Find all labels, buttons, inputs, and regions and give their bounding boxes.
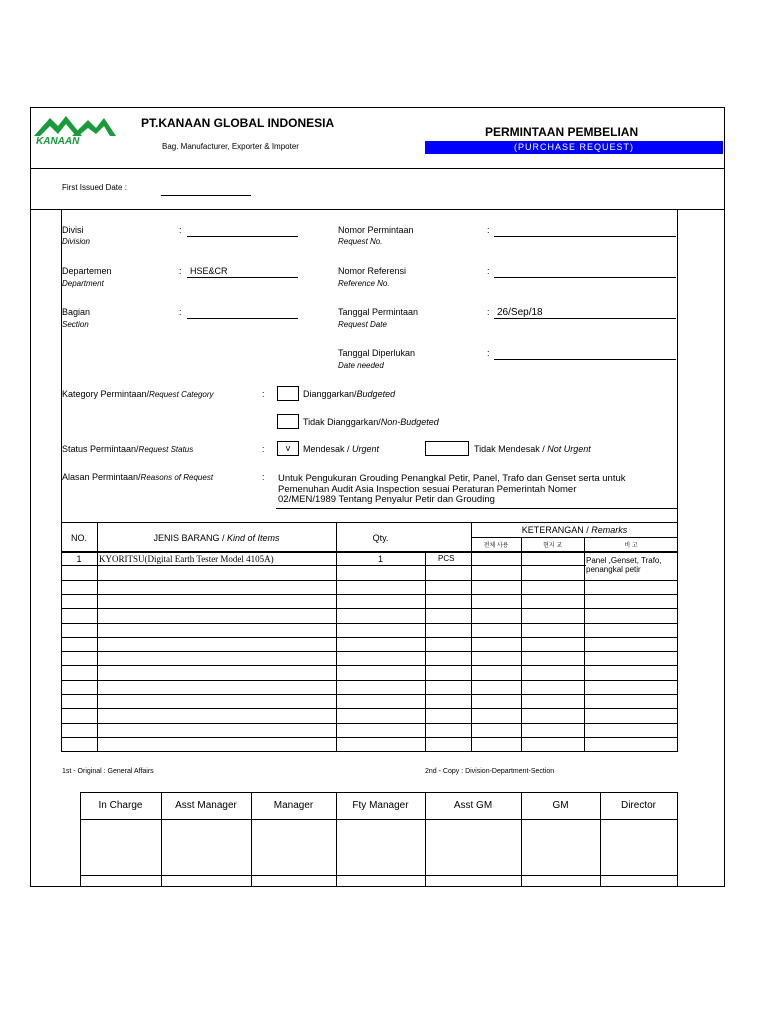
- tanggal-permintaan-value: 26/Sep/18: [497, 307, 543, 318]
- table-header-bottom: [61, 551, 678, 553]
- table-row-line: [61, 723, 678, 724]
- non-budgeted-italic: Non-Budgeted: [380, 417, 439, 427]
- table-row-line: [61, 637, 678, 638]
- row-1-no: 1: [76, 554, 82, 564]
- budgeted-label: [303, 389, 395, 399]
- tanggal-permintaan-label: Tanggal Permintaan: [338, 307, 419, 317]
- company-logo: [32, 112, 118, 146]
- signature-box[interactable]: [522, 820, 599, 874]
- sig-bottom-inner: [80, 875, 677, 876]
- col-line-r2: [584, 537, 585, 751]
- header-no: NO.: [70, 533, 87, 543]
- row-1-qty: 1: [377, 554, 383, 564]
- not-urgent-text: Tidak Mendesak /: [474, 444, 548, 454]
- not-urgent-italic: Not Urgent: [547, 444, 591, 454]
- inner-right-border: [677, 209, 678, 751]
- nomor-referensi-input[interactable]: [494, 277, 676, 278]
- signature-box[interactable]: [252, 820, 335, 874]
- signature-label: Fty Manager: [352, 800, 409, 811]
- signature-box[interactable]: [426, 820, 520, 874]
- non-budgeted-text: Tidak Dianggarkan/: [303, 417, 381, 427]
- signature-label: GM: [552, 800, 569, 811]
- category-label-text: Kategory Permintaan/: [62, 389, 150, 399]
- table-top: [61, 522, 678, 523]
- kanaan-logo-icon: [32, 112, 118, 146]
- header-remarks-italic: Remarks: [591, 525, 628, 535]
- tanggal-permintaan-sublabel: Request Date: [338, 320, 387, 329]
- category-colon: :: [262, 389, 265, 399]
- signature-box[interactable]: [601, 820, 676, 874]
- signature-label: Manager: [273, 800, 314, 811]
- table-row-line: [61, 580, 678, 581]
- bagian-colon: :: [179, 307, 182, 317]
- table-row-line: [61, 594, 678, 595]
- table-row-line: [61, 608, 678, 609]
- header-qty: Qty.: [372, 533, 389, 543]
- nomor-permintaan-input[interactable]: [494, 236, 676, 237]
- reason-line-2: Pemenuhan Audit Asia Inspection sesuai Peraturan Pemerintah Nomer: [278, 483, 577, 495]
- sig-col-line: [677, 792, 678, 887]
- remarks-sub-line: [471, 537, 678, 538]
- category-label: [62, 389, 214, 399]
- non-budgeted-label: [303, 417, 439, 427]
- urgent-checkbox[interactable]: [277, 441, 299, 456]
- status-label-italic: Request Status: [138, 445, 194, 454]
- header-remarks-sub3: 비 고: [624, 543, 638, 549]
- bagian-label: Bagian: [62, 307, 91, 317]
- header-item-italic: Kind of Items: [227, 533, 280, 543]
- tanggal-permintaan-colon: :: [487, 307, 490, 317]
- tanggal-permintaan-input[interactable]: [494, 318, 676, 319]
- logo-text: KANAAN: [36, 136, 80, 146]
- table-row-line: [61, 737, 678, 738]
- table-row-line: [61, 694, 678, 695]
- header-remarks-text: KETERANGAN /: [521, 525, 592, 535]
- row-1-item: KYORITSU(Digital Earth Tester Model 4105A): [99, 554, 274, 564]
- urgent-text: Mendesak /: [303, 444, 353, 454]
- header-divider: [30, 168, 725, 169]
- budgeted-text: Dianggarkan/: [303, 389, 357, 399]
- table-row-line: [61, 623, 678, 624]
- nomor-permintaan-label: Nomor Permintaan: [338, 225, 414, 235]
- nomor-referensi-label: Nomor Referensi: [338, 266, 407, 276]
- copy-first: 1st - Original : General Affairs: [62, 768, 154, 775]
- tanggal-diperlukan-input[interactable]: [494, 359, 676, 360]
- reason-underline: [276, 508, 677, 509]
- sig-top: [80, 792, 677, 793]
- col-line-r1: [521, 537, 522, 751]
- non-budgeted-checkbox[interactable]: [277, 414, 299, 429]
- reason-colon: :: [262, 472, 265, 482]
- status-colon: :: [262, 444, 265, 454]
- departemen-value: HSE&CR: [190, 266, 228, 276]
- departemen-colon: :: [179, 266, 182, 276]
- header-item: [97, 533, 336, 543]
- urgent-label: [303, 444, 379, 454]
- first-issued-label: First Issued Date :: [62, 183, 127, 192]
- budgeted-checkbox[interactable]: [277, 386, 299, 401]
- tanggal-diperlukan-sublabel: Date needed: [338, 361, 384, 370]
- table-row-line: [61, 708, 678, 709]
- departemen-label: Departemen: [62, 266, 112, 276]
- divisi-input[interactable]: [187, 236, 298, 237]
- reason-label-italic: Reasons of Request: [140, 473, 214, 482]
- table-row-line: [61, 565, 586, 566]
- bagian-sublabel: Section: [62, 320, 89, 329]
- status-label: [62, 444, 193, 454]
- signature-box[interactable]: [337, 820, 424, 874]
- header-remarks: [471, 525, 678, 535]
- departemen-input[interactable]: [187, 277, 298, 278]
- tanggal-diperlukan-label: Tanggal Diperlukan: [338, 348, 416, 358]
- signature-box[interactable]: [81, 820, 160, 874]
- company-name: PT.KANAAN GLOBAL INDONESIA: [141, 116, 335, 130]
- table-row-line: [61, 751, 678, 752]
- category-label-italic: Request Category: [149, 390, 214, 399]
- header-remarks-sub1: 전체 사용: [483, 543, 509, 549]
- signature-label: Director: [620, 800, 656, 811]
- table-row-line: [61, 665, 678, 666]
- copy-second: 2nd - Copy : Division-Department-Section: [425, 768, 555, 775]
- section-divider: [30, 209, 725, 210]
- signature-label: Asst Manager: [175, 800, 237, 811]
- header-remarks-sub2: 현지 교: [542, 543, 563, 549]
- not-urgent-label: [474, 444, 591, 454]
- reason-line-1: Untuk Pengukuran Grouding Penangkal Petir, Panel, Trafo dan Genset serta untuk: [278, 473, 626, 484]
- nomor-permintaan-sublabel: Request No.: [338, 237, 383, 246]
- nomor-referensi-colon: :: [487, 266, 490, 276]
- first-issued-field[interactable]: [161, 195, 251, 196]
- bagian-input[interactable]: [187, 318, 298, 319]
- row-1-remark: Panel ,Genset, Trafo, penangkal petir: [586, 556, 662, 574]
- table-row-line: [61, 651, 678, 652]
- divisi-sublabel: Division: [62, 237, 91, 246]
- header-item-text: JENIS BARANG /: [153, 533, 227, 543]
- reason-text[interactable]: [278, 474, 676, 506]
- document-title: PERMINTAAN PEMBELIAN: [485, 125, 639, 139]
- reason-label-text: Alasan Permintaan/: [62, 472, 141, 482]
- divisi-colon: :: [179, 225, 182, 235]
- tanggal-diperlukan-colon: :: [487, 348, 490, 358]
- budgeted-italic: Budgeted: [356, 389, 396, 399]
- divisi-label: Divisi: [62, 225, 84, 235]
- signature-label: In Charge: [98, 800, 143, 811]
- nomor-permintaan-colon: :: [487, 225, 490, 235]
- signature-box[interactable]: [162, 820, 250, 874]
- company-subtitle: Bag. Manufacturer, Exporter & Impoter: [162, 142, 299, 151]
- row-1-unit: PCS: [438, 554, 455, 563]
- reason-line-3: 02/MEN/1989 Tentang Penyalur Petir dan Grouding: [278, 494, 495, 505]
- status-label-text: Status Permintaan/: [62, 444, 139, 454]
- departemen-sublabel: Department: [62, 279, 104, 288]
- signature-label: Asst GM: [453, 800, 493, 811]
- not-urgent-checkbox[interactable]: [425, 441, 469, 456]
- reason-label: [62, 472, 213, 482]
- table-row-line: [61, 680, 678, 681]
- urgent-mark: v: [285, 443, 291, 453]
- document-subtitle-bar: [425, 141, 723, 154]
- urgent-italic: Urgent: [352, 444, 380, 454]
- document-subtitle: (PURCHASE REQUEST): [513, 142, 634, 152]
- nomor-referensi-sublabel: Reference No.: [338, 279, 390, 288]
